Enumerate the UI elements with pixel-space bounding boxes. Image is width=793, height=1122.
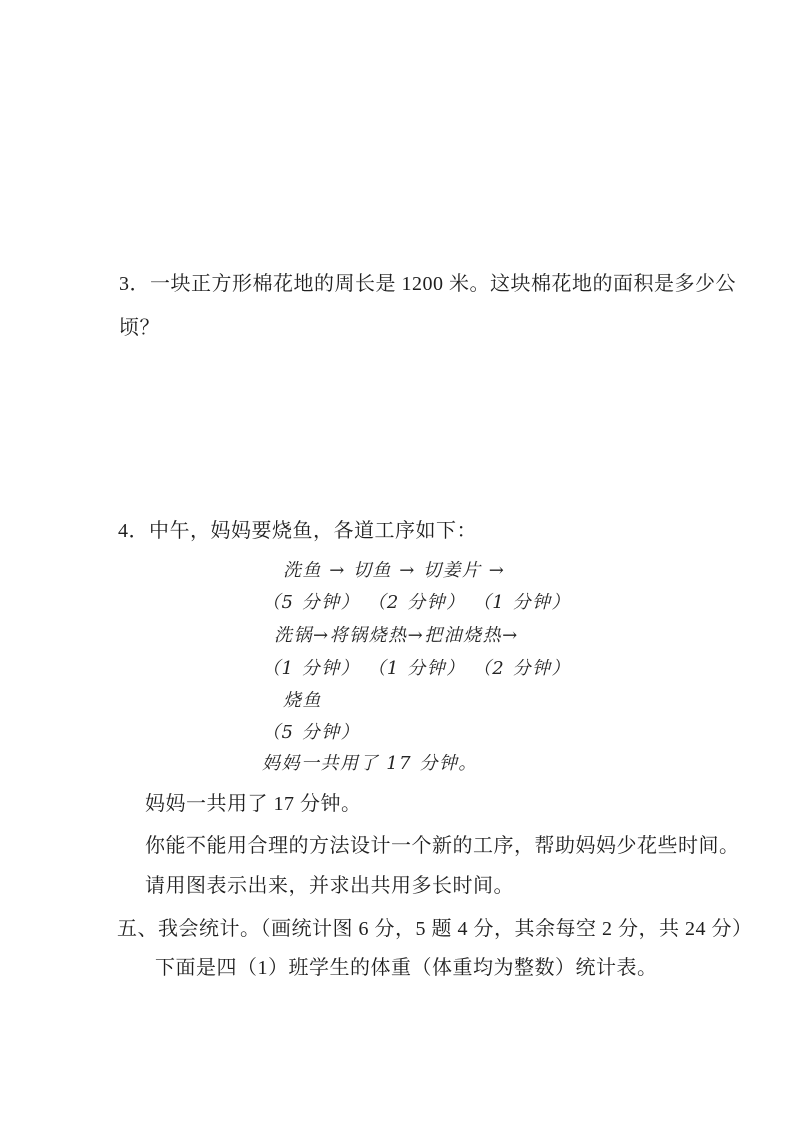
q4-total-time-kaiti: 妈妈一共用了 17 分钟。 <box>262 753 478 774</box>
q4-flow2-steps: 洗锅→将锅烧热→把油烧热→ <box>274 625 519 646</box>
q4-flow2-times: （1 分钟） （1 分钟） （2 分钟） <box>262 658 571 679</box>
q4-task-line-2: 请用图表示出来，并求出共用多长时间。 <box>145 875 514 897</box>
question-4-intro: 4．中午，妈妈要烧鱼，各道工序如下： <box>118 520 477 542</box>
q4-flow3-time: （5 分钟） <box>262 722 361 743</box>
q4-flow3-step: 烧鱼 <box>283 690 322 711</box>
q4-flow1-steps: 洗鱼 → 切鱼 → 切姜片 → <box>283 560 506 581</box>
section-5-subheading: 下面是四（1）班学生的体重（体重均为整数）统计表。 <box>155 957 658 979</box>
section-5-heading: 五、我会统计。（画统计图 6 分，5 题 4 分，其余每空 2 分，共 24 分） <box>117 918 753 940</box>
question-3-text-line-2: 顷？ <box>119 317 160 339</box>
q4-flow1-times: （5 分钟） （2 分钟） （1 分钟） <box>262 592 571 613</box>
q4-total-time-statement: 妈妈一共用了 17 分钟。 <box>145 793 362 815</box>
q4-task-line-1: 你能不能用合理的方法设计一个新的工序，帮助妈妈少花些时间。 <box>145 835 740 857</box>
question-3-text-line-1: 3．一块正方形棉花地的周长是 1200 米。这块棉花地的面积是多少公 <box>119 273 736 295</box>
